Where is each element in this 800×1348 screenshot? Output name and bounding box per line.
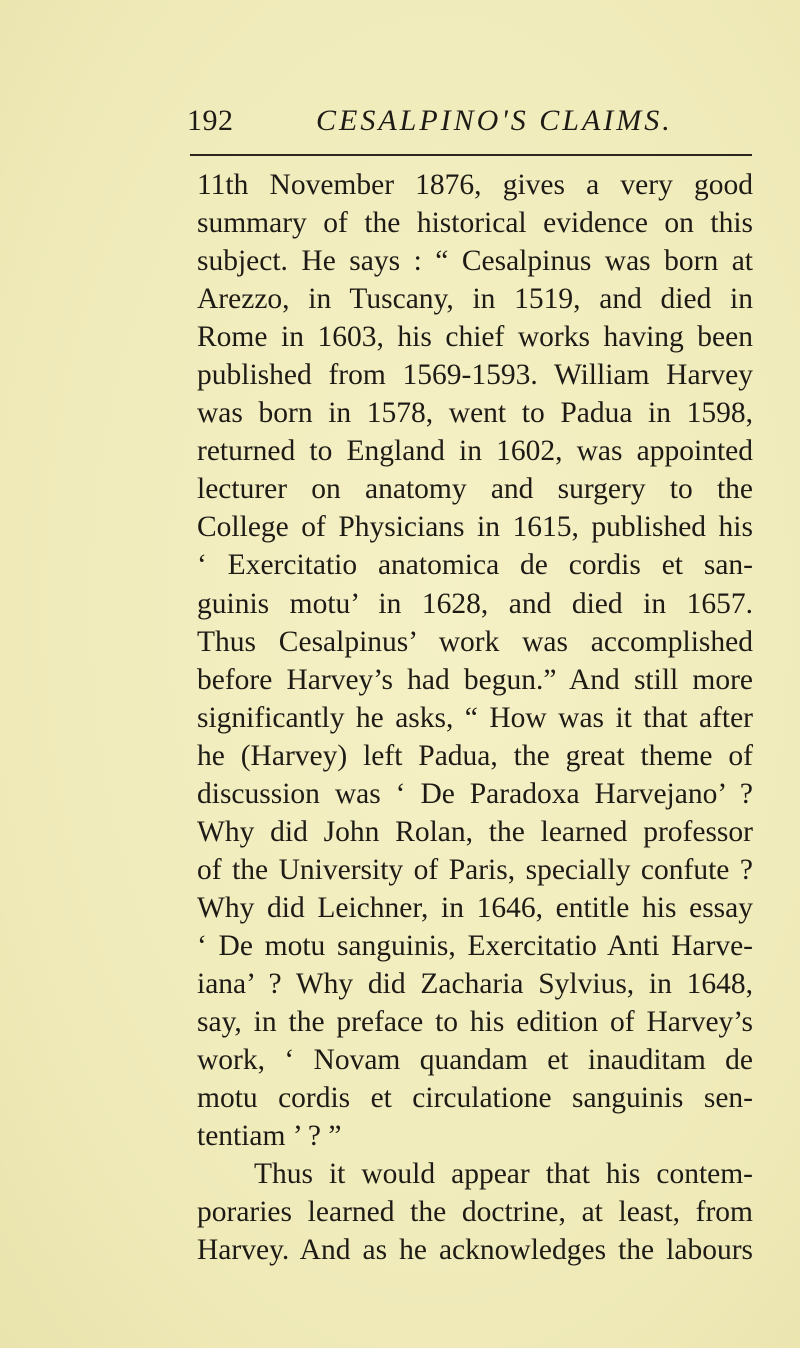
text-line: lecturer on anatomy and surgery to the xyxy=(197,473,753,506)
text-line: say, in the preface to his edition of Harvey’s xyxy=(197,1006,753,1039)
text-line: Why did Leichner, in 1646, entitle his essay xyxy=(197,891,753,924)
text-line: published from 1569-1593. William Harvey xyxy=(197,359,753,392)
text-line: discussion was ‘ De Paradoxa Harvejano’ ? xyxy=(197,777,753,810)
text-line: significantly he asks, “ How was it that after xyxy=(197,701,753,734)
running-title: CESALPINO'S CLAIMS. xyxy=(316,104,673,137)
text-line: before Harvey’s had begun.” And still more xyxy=(197,663,753,696)
text-line: College of Physicians in 1615, published his xyxy=(197,511,753,544)
text-line: 11th November 1876, gives a very good xyxy=(197,169,753,201)
text-line: was born in 1578, went to Padua in 1598, xyxy=(197,397,753,430)
text-line: Arezzo, in Tuscany, in 1519, and died in xyxy=(197,283,753,316)
text-line: subject. He says : “ Cesalpinus was born at xyxy=(197,245,753,278)
text-line: Why did John Rolan, the learned professor xyxy=(197,815,753,848)
text-line: Harvey. And as he acknowledges the labours xyxy=(197,1234,753,1267)
page-header xyxy=(0,104,800,148)
text-line: guinis motu’ in 1628, and died in 1657. xyxy=(197,587,753,620)
text-line: returned to England in 1602, was appointed xyxy=(197,435,753,468)
text-line: iana’ ? Why did Zacharia Sylvius, in 1648, xyxy=(197,967,753,1000)
text-line: summary of the historical evidence on this xyxy=(197,207,753,240)
header-rule xyxy=(190,154,752,156)
text-line: poraries learned the doctrine, at least, from xyxy=(197,1196,753,1229)
text-line: Thus Cesalpinus’ work was accomplished xyxy=(197,625,753,658)
text-line: ‘ De motu sanguinis, Exercitatio Anti Harve- xyxy=(197,929,753,962)
text-line: tentiam ’ ? ” xyxy=(197,1120,342,1153)
text-line: of the University of Paris, specially confute ? xyxy=(197,853,753,886)
text-line: he (Harvey) left Padua, the great theme of xyxy=(197,739,753,772)
text-line: Rome in 1603, his chief works having been xyxy=(197,321,753,354)
text-line: ‘ Exercitatio anatomica de cordis et san- xyxy=(197,549,753,582)
text-line: work, ‘ Novam quandam et inauditam de xyxy=(197,1044,753,1077)
page-number: 192 xyxy=(187,104,234,137)
body-text xyxy=(197,166,753,1269)
text-line: motu cordis et circulatione sanguinis sen- xyxy=(197,1082,753,1115)
text-line: Thus it would appear that his contem- xyxy=(254,1158,753,1191)
